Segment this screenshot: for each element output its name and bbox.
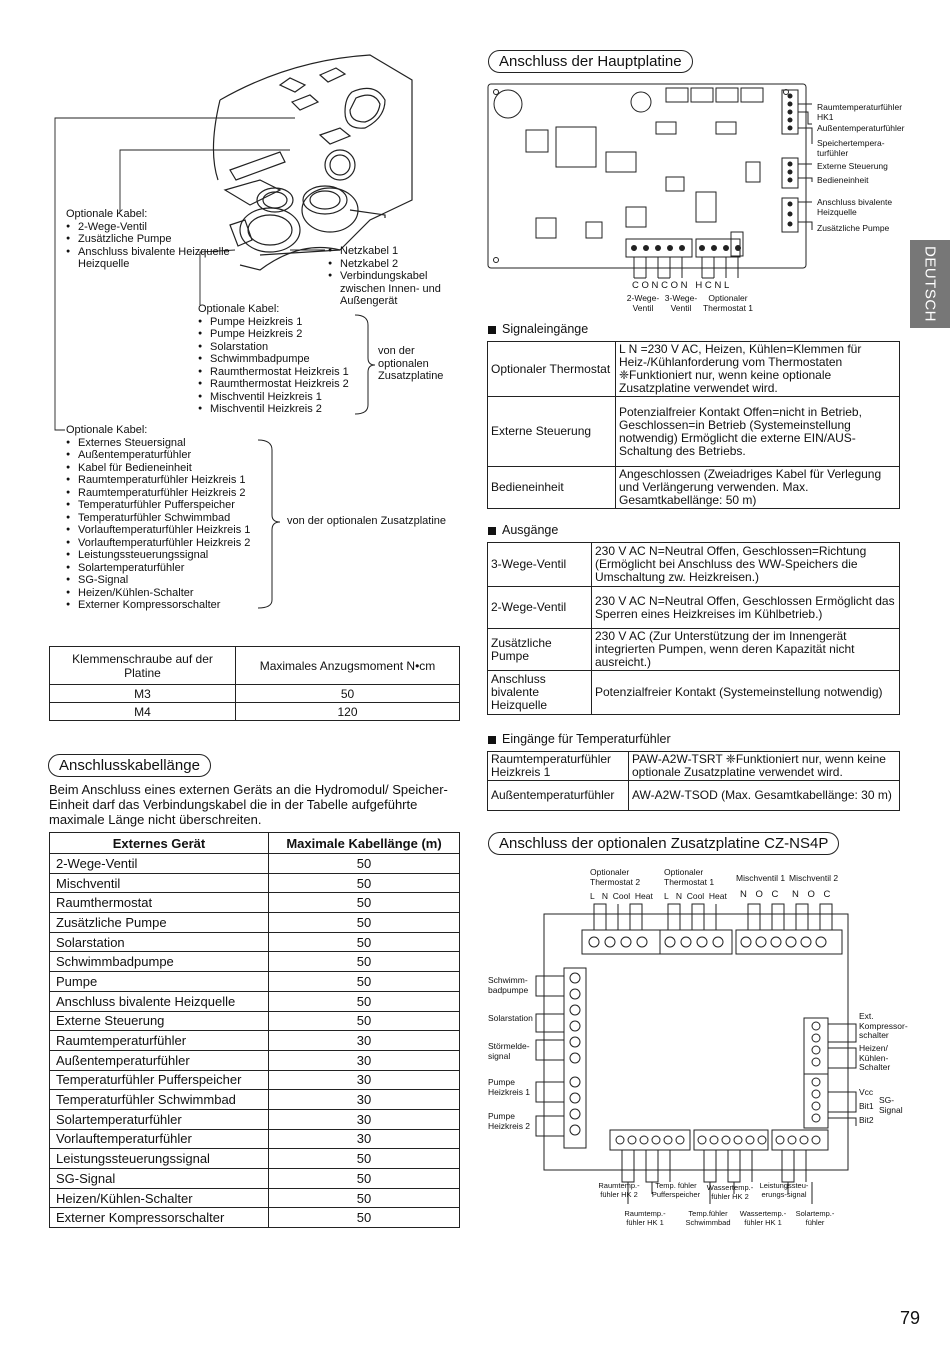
terminal-letter: N (680, 280, 688, 291)
board-label: Optionaler Thermostat 1 (664, 867, 715, 887)
terminal-letter: O (670, 280, 678, 291)
table-cell: Potenzialfreier Kontakt Offen=nicht in Betrieb, Geschlossen=in Betrieb (Systemeinstellung notwendig) Ermöglicht die externe EIN/AUS-Schaltung des Betriebs. (616, 397, 900, 467)
bullet-square (488, 527, 496, 535)
table-row (50, 913, 460, 933)
board-label: Temp. fühler Pufferspeicher (651, 1181, 701, 1199)
board-label: Mischventil 2 (789, 873, 839, 883)
table-row (488, 543, 900, 587)
terminal-letter: N (651, 280, 659, 291)
terminal-letter: N (740, 889, 747, 900)
section-title: Eingänge für Temperaturfühler (502, 732, 671, 746)
table-row (50, 972, 460, 992)
table-cell: Raumtemperaturfühler Heizkreis 1 (488, 752, 629, 781)
signal-inputs-heading (488, 322, 588, 336)
device-cell: Temperaturfühler Schwimmbad (50, 1090, 269, 1110)
length-cell: 50 (269, 952, 460, 972)
device-cell: Raumthermostat (50, 893, 269, 913)
table-row (488, 397, 900, 467)
optional-board-heading: Anschluss der optionalen Zusatzplatine CZ-NS4P (488, 832, 839, 855)
table-row (50, 873, 460, 893)
list-item: ● Raumtemperaturfühler Heizkreis 2 (66, 487, 250, 500)
device-cell: Raumtemperaturfühler (50, 1031, 269, 1051)
main-board-heading: Anschluss der Hauptplatine (488, 50, 693, 73)
cable-length-table (49, 832, 460, 1228)
board-label: Temp.fühler Schwimmbad (685, 1209, 731, 1227)
table-header: Klemmenschraube auf der Platine (50, 647, 236, 685)
list-item: ● Raumthermostat Heizkreis 2 (198, 378, 349, 391)
board-label: Heizen/ Kühlen- Schalter (859, 1043, 891, 1072)
board-label: Optionaler Thermostat 2 (590, 867, 641, 887)
list-item: ● Raumtemperaturfühler Heizkreis 1 (66, 474, 250, 487)
list-item: ● Mischventil Heizkreis 1 (198, 391, 349, 404)
opt-cables-3-note: von der optionalen Zusatzplatine (287, 515, 446, 527)
length-cell: 30 (269, 1050, 460, 1070)
main-board-diagram (486, 82, 906, 318)
length-cell: 30 (269, 1031, 460, 1051)
table-cell: 2-Wege-Ventil (488, 587, 592, 629)
table-row (50, 854, 460, 874)
torque-table (49, 646, 460, 721)
length-cell: 30 (269, 1129, 460, 1149)
list-item: ● Solarstation (198, 341, 349, 354)
terminal-letter: O (807, 889, 815, 900)
table-row (50, 932, 460, 952)
list-item: ● Verbindungskabel zwischen Innen- und Außengerät (328, 270, 453, 308)
list-item: ● Temperaturfühler Schwimmbad (66, 512, 250, 525)
device-cell: Schwimmbadpumpe (50, 952, 269, 972)
net-cables-list (328, 245, 453, 308)
table-row (488, 467, 900, 509)
terminal-letters (632, 281, 729, 292)
opt-cables-1 (66, 208, 230, 271)
list-item: ● Temperaturfühler Pufferspeicher (66, 499, 250, 512)
length-cell: 50 (269, 1188, 460, 1208)
terminal-letter: H (695, 280, 703, 291)
opt-cables-2 (198, 303, 349, 416)
device-cell: Zusätzliche Pumpe (50, 913, 269, 933)
opt-cables-1-title: Optionale Kabel: (66, 208, 148, 220)
length-cell: 50 (269, 1011, 460, 1031)
board-label: Schwimm- badpumpe (488, 975, 529, 995)
list-item: ● Netzkabel 1 (328, 245, 453, 258)
device-cell: SG-Signal (50, 1169, 269, 1189)
list-item: ● Pumpe Heizkreis 2 (198, 328, 349, 341)
table-row (50, 1109, 460, 1129)
board-label: Raumtemperaturfühler HK1 (817, 102, 903, 122)
table-row (50, 1070, 460, 1090)
bullet-square (488, 736, 496, 744)
cable-length-heading: Anschlusskabellänge (48, 754, 211, 777)
length-cell: 30 (269, 1090, 460, 1110)
device-cell: Externe Steuerung (50, 1011, 269, 1031)
board-label: Solarstation (488, 1013, 533, 1023)
table-cell: Externe Steuerung (488, 397, 616, 467)
terminal-letter: C (704, 280, 712, 291)
board-label: Wassertemp.- fühler HK 1 (739, 1209, 787, 1227)
table-row (50, 703, 460, 721)
device-cell: Außentemperaturfühler (50, 1050, 269, 1070)
length-cell: 50 (269, 1169, 460, 1189)
terminal-letter: O (641, 280, 649, 291)
table-header-row (50, 833, 460, 854)
terminal-letter: N (675, 891, 682, 901)
table-row (50, 1031, 460, 1051)
opt-cables-3 (66, 424, 250, 612)
terminal-letter: L (723, 280, 730, 291)
board-label: 2-Wege- Ventil (626, 293, 660, 313)
list-item: ● 2-Wege-Ventil (66, 221, 230, 234)
list-item: ● Heizen/Kühlen-Schalter (66, 587, 250, 600)
board-label: SG- Signal (879, 1095, 903, 1115)
board-label: Speichertempera- turfühler (817, 138, 885, 158)
board-label: Solartemp.- fühler (795, 1209, 835, 1227)
table-row (50, 1149, 460, 1169)
board-label: Bit1 (859, 1101, 874, 1111)
table-cell: Optionaler Thermostat (488, 342, 616, 397)
table-cell: Angeschlossen (Zweiadriges Kabel für Verlegung und Verlängerung verwenden. Max. Gesamtkabellänge: 50 m) (616, 467, 900, 509)
bullet-square (488, 326, 496, 334)
terminal-letter: Heat (708, 891, 727, 901)
list-item: ● Leistungssteuerungssignal (66, 549, 250, 562)
outputs-heading (488, 523, 558, 537)
list-item: ● Außentemperaturfühler (66, 449, 250, 462)
list-item: ● Vorlauftemperaturfühler Heizkreis 2 (66, 537, 250, 550)
terminal-letter: C (823, 889, 831, 900)
optional-board-diagram (486, 864, 906, 1234)
table-cell: AW-A2W-TSOD (Max. Gesamtkabellänge: 30 m) (629, 781, 900, 811)
device-cell: Mischventil (50, 873, 269, 893)
length-cell: 50 (269, 854, 460, 874)
table-cell: PAW-A2W-TSRT ❈Funktioniert nur, wenn keine optionale Zusatzplatine verwendet wird. (629, 752, 900, 781)
terminal-letter: Heat (634, 891, 653, 901)
table-header: Maximales Anzugsmoment N•cm (236, 647, 460, 685)
terminal-letter: N (714, 280, 722, 291)
table-cell: Anschluss bivalente Heizquelle (488, 671, 592, 715)
board-label: Mischventil 1 (736, 873, 786, 883)
table-row (50, 1169, 460, 1189)
table-row (488, 752, 900, 781)
device-cell: Externer Kompressorschalter (50, 1208, 269, 1228)
terminal-letter: C (632, 280, 639, 291)
page-number: 79 (900, 1308, 921, 1328)
board-label: Bit2 (859, 1115, 874, 1125)
length-cell: 30 (269, 1109, 460, 1129)
table-row (50, 1188, 460, 1208)
list-item: ● Externes Steuersignal (66, 437, 250, 450)
terminal-letter: Cool (686, 891, 705, 901)
device-cell: Solarstation (50, 932, 269, 952)
unit-illustration (40, 40, 470, 630)
terminal-letter: C (771, 889, 779, 900)
table-row (50, 991, 460, 1011)
opt-cables-2-note: von der optionalen Zusatzplatine (378, 345, 444, 382)
board-label: Pumpe Heizkreis 2 (488, 1111, 531, 1131)
table-row (488, 587, 900, 629)
board-label: 3-Wege- Ventil (664, 293, 698, 313)
opt-cables-3-list (66, 437, 250, 612)
board-label: Störmelde- signal (488, 1041, 530, 1061)
terminal-letter: L (590, 891, 595, 901)
terminal-letters (590, 892, 653, 902)
list-item: ● Kabel für Bedieneinheit (66, 462, 250, 475)
table-cell: Außentemperaturfühler (488, 781, 629, 811)
device-cell: Leistungssteuerungssignal (50, 1149, 269, 1169)
cable-length-rows (50, 854, 460, 1228)
device-cell: Solartemperaturfühler (50, 1109, 269, 1129)
device-cell: Temperaturfühler Pufferspeicher (50, 1070, 269, 1090)
table-cell: 50 (236, 685, 460, 703)
table-row (488, 671, 900, 715)
terminal-letter: L (664, 891, 669, 901)
table-row (50, 952, 460, 972)
table-cell: 120 (236, 703, 460, 721)
list-item: ● Solartemperaturfühler (66, 562, 250, 575)
table-cell: 230 V AC (Zur Unterstützung der im Innengerät integrierten Pumpen, wenn deren Kapazität nicht ausreicht.) (592, 629, 900, 671)
table-row (50, 1090, 460, 1110)
device-cell: Pumpe (50, 972, 269, 992)
temp-inputs-table (487, 751, 900, 811)
length-cell: 50 (269, 991, 460, 1011)
device-cell: Heizen/Kühlen-Schalter (50, 1188, 269, 1208)
table-cell: L N =230 V AC, Heizen, Kühlen=Klemmen für Heiz-/Kühlanforderung vom Thermostaten ❈Funktioniert nur, wenn keine optionale Zusatzplatine verwendet wird. (616, 342, 900, 397)
board-label: Anschluss bivalente Heizquelle (817, 197, 893, 217)
table-row (50, 1208, 460, 1228)
board-label: Ext. Kompressor- schalter (859, 1011, 908, 1040)
list-item: ● Anschluss bivalente Heizquelle (66, 246, 230, 259)
table-cell: 230 V AC N=Neutral Offen, Geschlossen Ermöglicht das Sperren eines Heizkreises im Kühlbetrieb.) (592, 587, 900, 629)
length-cell: 50 (269, 1149, 460, 1169)
terminal-letters (792, 890, 830, 901)
table-cell: 3-Wege-Ventil (488, 543, 592, 587)
table-row (50, 1011, 460, 1031)
opt-cables-1-list (66, 221, 230, 259)
length-cell: 50 (269, 873, 460, 893)
terminal-letters (740, 890, 778, 901)
list-item: ● Schwimmbadpumpe (198, 353, 349, 366)
table-row (50, 1050, 460, 1070)
table-row (50, 1129, 460, 1149)
length-cell: 50 (269, 893, 460, 913)
table-row (50, 685, 460, 703)
board-label: Pumpe Heizkreis 1 (488, 1077, 531, 1097)
list-item: ● Externer Kompressorschalter (66, 599, 250, 612)
terminal-letter: N (792, 889, 799, 900)
signal-inputs-table (487, 341, 900, 509)
board-label: Optionaler Thermostat 1 (702, 293, 754, 313)
terminal-letter: O (755, 889, 763, 900)
board-label: Raumtemp.- fühler HK 2 (598, 1181, 640, 1199)
table-header-row (50, 647, 460, 685)
length-cell: 30 (269, 1070, 460, 1090)
list-item: ● Pumpe Heizkreis 1 (198, 316, 349, 329)
table-row (488, 781, 900, 811)
device-cell: 2-Wege-Ventil (50, 854, 269, 874)
opt-cables-3-title: Optionale Kabel: (66, 424, 148, 436)
table-cell: M3 (50, 685, 236, 703)
board-label: Leistungssteu- erungs-signal (759, 1181, 809, 1199)
length-cell: 50 (269, 972, 460, 992)
optional-board-drawing (486, 864, 906, 1234)
length-cell: 50 (269, 913, 460, 933)
device-cell: Anschluss bivalente Heizquelle (50, 991, 269, 1011)
device-cell: Vorlauftemperaturfühler (50, 1129, 269, 1149)
table-cell: Potenzialfreier Kontakt (Systemeinstellung notwendig) (592, 671, 900, 715)
board-label: Zusätzliche Pumpe (817, 223, 890, 233)
table-cell: 230 V AC N=Neutral Offen, Geschlossen=Richtung (Ermöglicht bei Anschluss des WW-Speichers die Umschaltung zw. Heizkreisen.) (592, 543, 900, 587)
board-label: Raumtemp.- fühler HK 1 (624, 1209, 666, 1227)
table-row (50, 893, 460, 913)
terminal-letter: Cool (612, 891, 631, 901)
list-item: ● SG-Signal (66, 574, 250, 587)
terminal-letter: C (661, 280, 668, 291)
table-row (488, 629, 900, 671)
section-title: Signaleingänge (502, 322, 589, 336)
opt-cables-2-title: Optionale Kabel: (198, 303, 280, 315)
terminal-letters (664, 892, 727, 902)
list-item: ● Netzkabel 2 (328, 258, 453, 271)
table-header: Externes Gerät (50, 833, 269, 854)
board-label: Wassertemp.- fühler HK 2 (706, 1183, 754, 1201)
opt-cables-2-list (198, 316, 349, 416)
list-item: ● Vorlauftemperaturfühler Heizkreis 1 (66, 524, 250, 537)
temp-inputs-heading (488, 732, 671, 746)
list-item: ● Raumthermostat Heizkreis 1 (198, 366, 349, 379)
table-row (488, 342, 900, 397)
board-label: Externe Steuerung (817, 161, 888, 171)
list-item: ● Zusätzliche Pumpe (66, 233, 230, 246)
opt-cables-1-cont: Heizquelle (78, 258, 130, 270)
length-cell: 50 (269, 932, 460, 952)
length-cell: 50 (269, 1208, 460, 1228)
table-cell: M4 (50, 703, 236, 721)
table-cell: Bedieneinheit (488, 467, 616, 509)
board-label: Vcc (859, 1087, 874, 1097)
net-cables (328, 245, 453, 308)
language-tab: DEUTSCH (910, 240, 950, 328)
terminal-letter: N (601, 891, 608, 901)
table-header: Maximale Kabellänge (m) (269, 833, 460, 854)
section-title: Ausgänge (502, 523, 559, 537)
board-label: Außentemperaturfühler (817, 123, 905, 133)
list-item: ● Mischventil Heizkreis 2 (198, 403, 349, 416)
board-label: Bedieneinheit (817, 175, 869, 185)
cable-length-intro: Beim Anschluss eines externen Geräts an die Hydromodul/ Speicher-Einheit darf das Verbindungskabel die in der Tabelle aufgeführte maximale Länge nicht überschreiten. (49, 782, 448, 827)
table-cell: Zusätzliche Pumpe (488, 629, 592, 671)
outputs-table (487, 542, 900, 715)
